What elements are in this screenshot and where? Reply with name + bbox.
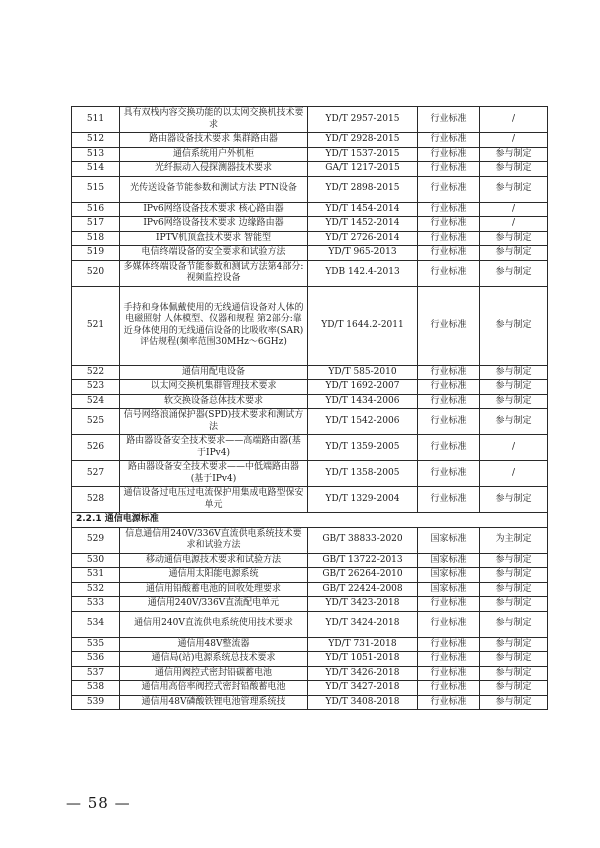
standard-type: 行业标准	[418, 652, 480, 667]
standard-type: 行业标准	[418, 681, 480, 696]
standard-code: YD/T 1542-2006	[308, 409, 418, 435]
table-row	[72, 681, 548, 696]
participation-role: 参与制定	[480, 246, 548, 261]
standard-code: YD/T 1452-2014	[308, 217, 418, 232]
table-row	[72, 380, 548, 395]
standard-name: 通信用铅酸蓄电池的回收处理要求	[120, 582, 308, 597]
table-row	[72, 176, 548, 202]
row-number: 516	[72, 202, 120, 217]
standard-code: YD/T 965-2013	[308, 246, 418, 261]
participation-role: 参与制定	[480, 597, 548, 612]
standard-type: 行业标准	[418, 487, 480, 513]
row-number: 532	[72, 582, 120, 597]
row-number: 536	[72, 652, 120, 667]
participation-role: 参与制定	[480, 162, 548, 177]
standard-name: 以太网交换机集群管理技术要求	[120, 380, 308, 395]
row-number: 534	[72, 611, 120, 637]
table-row	[72, 527, 548, 553]
standard-name: 光传送设备节能参数和测试方法 PTN设备	[120, 176, 308, 202]
participation-role: /	[480, 461, 548, 487]
standard-code: YD/T 1359-2005	[308, 435, 418, 461]
table-row	[72, 435, 548, 461]
standard-type: 行业标准	[418, 202, 480, 217]
row-number: 518	[72, 231, 120, 246]
table-row	[72, 568, 548, 583]
standard-code: YD/T 1051-2018	[308, 652, 418, 667]
participation-role: 参与制定	[480, 365, 548, 380]
participation-role: 参与制定	[480, 666, 548, 681]
table-row	[72, 597, 548, 612]
row-number: 538	[72, 681, 120, 696]
row-number: 511	[72, 107, 120, 133]
standard-name: 通信用48V整流器	[120, 637, 308, 652]
table-row	[72, 286, 548, 365]
standard-code: YD/T 3408-2018	[308, 695, 418, 710]
participation-role: 参与制定	[480, 637, 548, 652]
row-number: 514	[72, 162, 120, 177]
table-row	[72, 231, 548, 246]
row-number: 526	[72, 435, 120, 461]
standard-type: 国家标准	[418, 527, 480, 553]
standard-code: YD/T 585-2010	[308, 365, 418, 380]
participation-role: /	[480, 217, 548, 232]
row-number: 530	[72, 553, 120, 568]
row-number: 527	[72, 461, 120, 487]
participation-role: 参与制定	[480, 582, 548, 597]
standard-type: 行业标准	[418, 260, 480, 286]
participation-role: 参与制定	[480, 231, 548, 246]
table-row	[72, 637, 548, 652]
standard-name: 通信用太阳能电源系统	[120, 568, 308, 583]
participation-role: 为主制定	[480, 527, 548, 553]
table-row	[72, 147, 548, 162]
participation-role: 参与制定	[480, 568, 548, 583]
standard-type: 行业标准	[418, 394, 480, 409]
standard-code: YD/T 3427-2018	[308, 681, 418, 696]
standard-type: 行业标准	[418, 286, 480, 365]
standard-code: YD/T 3426-2018	[308, 666, 418, 681]
standard-name: 软交换设备总体技术要求	[120, 394, 308, 409]
standard-type: 行业标准	[418, 365, 480, 380]
standard-code: YD/T 1329-2004	[308, 487, 418, 513]
standard-type: 行业标准	[418, 637, 480, 652]
standard-name: 通信用240V/336V直流配电单元	[120, 597, 308, 612]
row-number: 517	[72, 217, 120, 232]
section-heading-body	[72, 513, 548, 528]
row-number: 531	[72, 568, 120, 583]
standard-type: 行业标准	[418, 133, 480, 148]
standard-type: 行业标准	[418, 461, 480, 487]
row-number: 528	[72, 487, 120, 513]
standard-type: 行业标准	[418, 217, 480, 232]
standard-type: 行业标准	[418, 409, 480, 435]
table-row	[72, 394, 548, 409]
participation-role: 参与制定	[480, 553, 548, 568]
standard-code: YD/T 1454-2014	[308, 202, 418, 217]
standard-code: GB/T 13722-2013	[308, 553, 418, 568]
standard-code: YD/T 1434-2006	[308, 394, 418, 409]
table-row	[72, 553, 548, 568]
participation-role: /	[480, 435, 548, 461]
standard-name: IPv6网络设备技术要求 边缘路由器	[120, 217, 308, 232]
participation-role: 参与制定	[480, 394, 548, 409]
table-row	[72, 246, 548, 261]
standard-type: 行业标准	[418, 597, 480, 612]
standard-name: 通信系统用户外机柜	[120, 147, 308, 162]
standard-code: YD/T 1692-2007	[308, 380, 418, 395]
table-row	[72, 162, 548, 177]
standard-type: 行业标准	[418, 695, 480, 710]
standard-type: 国家标准	[418, 568, 480, 583]
standard-code: YD/T 2957-2015	[308, 107, 418, 133]
standard-name: 电信终端设备的安全要求和试验方法	[120, 246, 308, 261]
standard-name: 手持和身体佩戴使用的无线通信设备对人体的电磁照射 人体模型、仪器和规程 第2部分:靠近身体使用的无线通信设备的比吸收率(SAR)评估规程(频率范围30MHz～6GHz)	[120, 286, 308, 365]
row-number: 512	[72, 133, 120, 148]
table-row	[72, 487, 548, 513]
standards-table-body-a	[72, 107, 548, 513]
row-number: 533	[72, 597, 120, 612]
standard-code: YD/T 3423-2018	[308, 597, 418, 612]
participation-role: /	[480, 133, 548, 148]
row-number: 537	[72, 666, 120, 681]
section-heading: 2.2.1 通信电源标准	[72, 513, 548, 528]
row-number: 522	[72, 365, 120, 380]
standard-name: IPv6网络设备技术要求 核心路由器	[120, 202, 308, 217]
standard-type: 行业标准	[418, 107, 480, 133]
standard-code: GB/T 22424-2008	[308, 582, 418, 597]
participation-role: 参与制定	[480, 286, 548, 365]
participation-role: 参与制定	[480, 611, 548, 637]
standard-type: 行业标准	[418, 435, 480, 461]
participation-role: 参与制定	[480, 487, 548, 513]
row-number: 525	[72, 409, 120, 435]
standard-name: 通信设备过电压过电流保护用集成电路型保安单元	[120, 487, 308, 513]
row-number: 519	[72, 246, 120, 261]
table-row	[72, 409, 548, 435]
table-row	[72, 695, 548, 710]
participation-role: /	[480, 107, 548, 133]
table-row	[72, 202, 548, 217]
standard-type: 行业标准	[418, 162, 480, 177]
standard-code: GB/T 26264-2010	[308, 568, 418, 583]
standard-type: 国家标准	[418, 553, 480, 568]
standard-name: 信号网络浪涌保护器(SPD)技术要求和测试方法	[120, 409, 308, 435]
section-heading-row	[72, 513, 548, 528]
standard-type: 行业标准	[418, 380, 480, 395]
standard-name: 信息通信用240V/336V直流供电系统技术要求和试验方法	[120, 527, 308, 553]
standard-code: YD/T 3424-2018	[308, 611, 418, 637]
standard-name: 路由器设备安全技术要求——中低端路由器(基于IPv4)	[120, 461, 308, 487]
standard-name: 通信用配电设备	[120, 365, 308, 380]
standard-type: 行业标准	[418, 246, 480, 261]
row-number: 535	[72, 637, 120, 652]
standard-type: 国家标准	[418, 582, 480, 597]
standard-name: 通信用阀控式密封铅碳蓄电池	[120, 666, 308, 681]
row-number: 521	[72, 286, 120, 365]
table-row	[72, 652, 548, 667]
participation-role: 参与制定	[480, 409, 548, 435]
table-row	[72, 260, 548, 286]
standard-code: YD/T 2928-2015	[308, 133, 418, 148]
standard-code: YD/T 1358-2005	[308, 461, 418, 487]
standard-name: 路由器设备技术要求 集群路由器	[120, 133, 308, 148]
table-row	[72, 611, 548, 637]
page-number: — 58 —	[66, 794, 131, 812]
standard-name: 通信局(站)电源系统总技术要求	[120, 652, 308, 667]
participation-role: /	[480, 202, 548, 217]
table-row	[72, 107, 548, 133]
row-number: 523	[72, 380, 120, 395]
participation-role: 参与制定	[480, 695, 548, 710]
standard-code: YD/T 731-2018	[308, 637, 418, 652]
participation-role: 参与制定	[480, 380, 548, 395]
participation-role: 参与制定	[480, 681, 548, 696]
row-number: 524	[72, 394, 120, 409]
standard-name: IPTV机顶盒技术要求 智能型	[120, 231, 308, 246]
standard-type: 行业标准	[418, 176, 480, 202]
standard-name: 移动通信电源技术要求和试验方法	[120, 553, 308, 568]
table-row	[72, 666, 548, 681]
standard-code: YDB 142.4-2013	[308, 260, 418, 286]
table-row	[72, 217, 548, 232]
standard-code: YD/T 1644.2-2011	[308, 286, 418, 365]
standard-type: 行业标准	[418, 611, 480, 637]
standard-name: 通信用48V磷酸铁锂电池管理系统技	[120, 695, 308, 710]
row-number: 539	[72, 695, 120, 710]
participation-role: 参与制定	[480, 652, 548, 667]
standard-code: GB/T 38833-2020	[308, 527, 418, 553]
standard-code: YD/T 2726-2014	[308, 231, 418, 246]
row-number: 515	[72, 176, 120, 202]
row-number: 520	[72, 260, 120, 286]
standard-name: 路由器设备安全技术要求——高端路由器(基于IPv4)	[120, 435, 308, 461]
participation-role: 参与制定	[480, 147, 548, 162]
standard-type: 行业标准	[418, 231, 480, 246]
standard-name: 光纤振动入侵探测器技术要求	[120, 162, 308, 177]
row-number: 513	[72, 147, 120, 162]
standards-table	[71, 106, 548, 710]
standards-table-body-b	[72, 527, 548, 710]
standard-name: 通信用240V直流供电系统使用技术要求	[120, 611, 308, 637]
participation-role: 参与制定	[480, 260, 548, 286]
participation-role: 参与制定	[480, 176, 548, 202]
standard-type: 行业标准	[418, 147, 480, 162]
standard-type: 行业标准	[418, 666, 480, 681]
standard-code: YD/T 2898-2015	[308, 176, 418, 202]
standard-name: 具有双栈内容交换功能的以太网交换机技术要求	[120, 107, 308, 133]
standard-name: 通信用高倍率阀控式密封铅酸蓄电池	[120, 681, 308, 696]
row-number: 529	[72, 527, 120, 553]
table-row	[72, 133, 548, 148]
table-row	[72, 365, 548, 380]
standard-name: 多媒体终端设备节能参数和测试方法第4部分:视频监控设备	[120, 260, 308, 286]
table-row	[72, 582, 548, 597]
standard-code: GA/T 1217-2015	[308, 162, 418, 177]
standard-code: YD/T 1537-2015	[308, 147, 418, 162]
table-row	[72, 461, 548, 487]
